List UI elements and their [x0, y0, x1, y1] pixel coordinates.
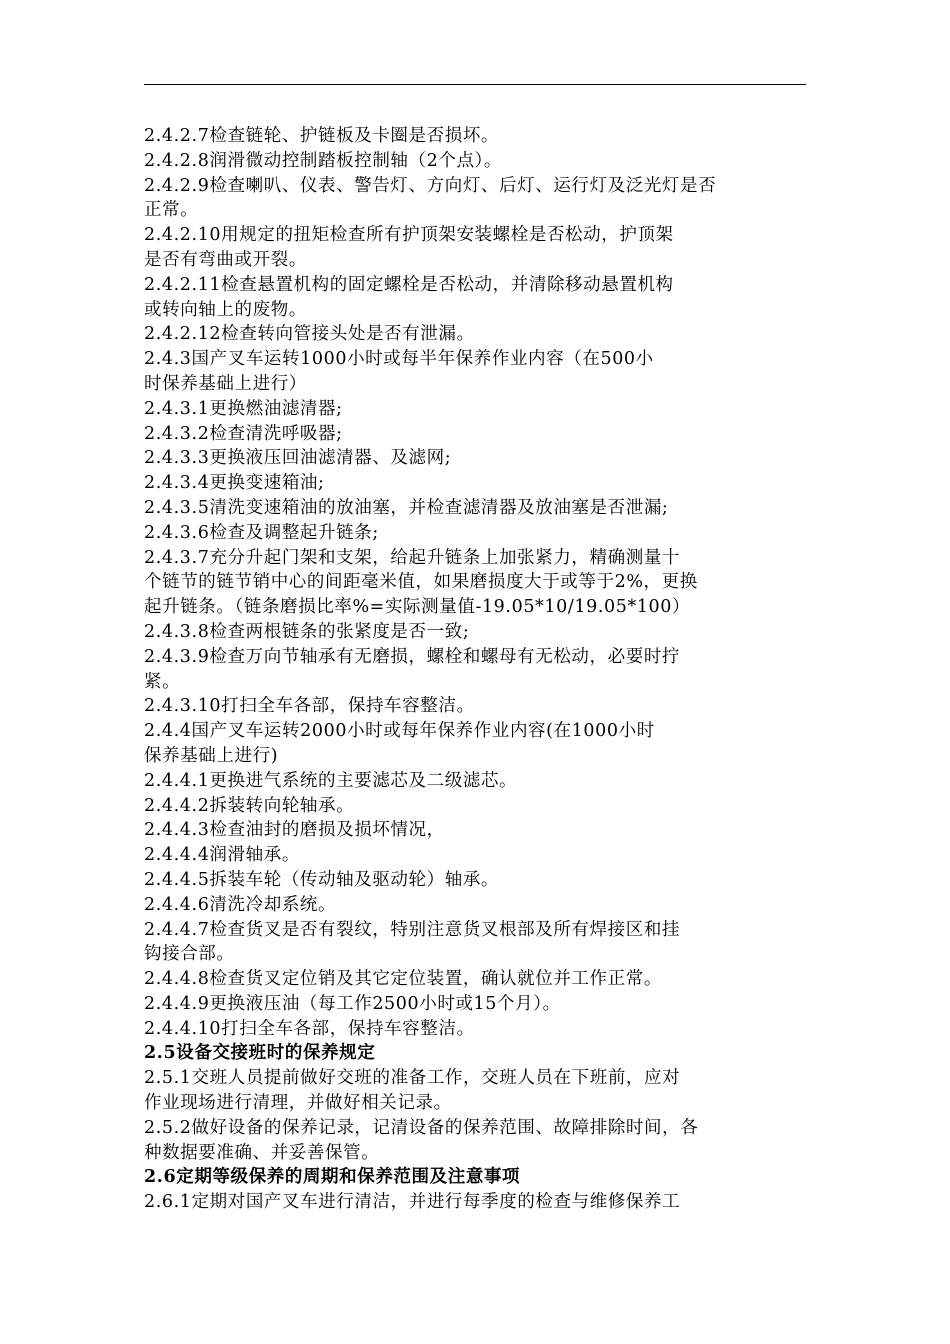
- text-line: 2.4.4.7检查货叉是否有裂纹，特别注意货叉根部及所有焊接区和挂: [144, 919, 681, 940]
- text-line: 2.4.2.8润滑微动控制踏板控制轴（2个点）。: [144, 150, 503, 171]
- text-line: 2.4.4.9更换液压油（每工作2500小时或15个月）。: [144, 993, 561, 1014]
- text-line: 是否有弯曲或开裂。: [144, 249, 307, 270]
- text-line: 2.4.4.8检查货叉定位销及其它定位装置，确认就位并工作正常。: [144, 969, 662, 990]
- text-line: 2.6.1定期对国产叉车进行清洁，并进行每季度的检查与维修保养工: [144, 1192, 681, 1213]
- text-line: 2.4.3.4更换变速箱油;: [144, 473, 325, 494]
- text-line: 个链节的链节销中心的间距毫米值，如果磨损度大于或等于2%，更换: [144, 572, 698, 593]
- text-line: 2.4.2.9检查喇叭、仪表、警告灯、方向灯、后灯、运行灯及泛光灯是否: [144, 175, 717, 196]
- text-line: 作业现场进行清理，并做好相关记录。: [144, 1093, 452, 1114]
- text-line: 2.4.3国产叉车运转1000小时或每半年保养作业内容（在500小: [144, 349, 654, 370]
- text-line: 时保养基础上进行）: [144, 373, 307, 394]
- text-line: 或转向轴上的废物。: [144, 299, 307, 320]
- text-line: 2.4.3.1更换燃油滤清器;: [144, 398, 343, 419]
- section-heading: 2.6定期等级保养的周期和保养范围及注意事项: [144, 1167, 521, 1188]
- document-body: [144, 124, 810, 1215]
- text-line: 2.4.3.5清洗变速箱油的放油塞，并检查滤清器及放油塞是否泄漏;: [144, 497, 669, 518]
- text-line: 钩接合部。: [144, 944, 235, 965]
- text-line: 2.4.4.10打扫全车各部，保持车容整洁。: [144, 1018, 475, 1039]
- text-line: 2.5.2做好设备的保养记录，记清设备的保养范围、故障排除时间，各: [144, 1117, 699, 1138]
- text-line: 2.4.2.12检查转向管接头处是否有泄漏。: [144, 324, 475, 345]
- text-line: 2.4.4.5拆装车轮（传动轴及驱动轮）轴承。: [144, 869, 500, 890]
- text-line: 2.4.3.9检查万向节轴承有无磨损，螺栓和螺母有无松动，必要时拧: [144, 646, 681, 667]
- text-line: 正常。: [144, 200, 199, 221]
- text-line: 2.4.3.2检查清洗呼吸器;: [144, 423, 343, 444]
- text-line: 2.4.2.10用规定的扭矩检查所有护顶架安装螺栓是否松动，护顶架: [144, 225, 674, 246]
- text-line: 2.4.4.4润滑轴承。: [144, 845, 300, 866]
- header-rule: [144, 84, 806, 85]
- text-line: 2.4.3.10打扫全车各部，保持车容整洁。: [144, 696, 475, 717]
- text-line: 2.4.3.3更换液压回油滤清器、及滤网;: [144, 448, 452, 469]
- text-line: 2.4.4.1更换进气系统的主要滤芯及二级滤芯。: [144, 770, 518, 791]
- text-line: 2.4.4.3检查油封的磨损及损坏情况，: [144, 820, 445, 841]
- text-line: 2.4.3.6检查及调整起升链条;: [144, 522, 379, 543]
- section-heading: 2.5设备交接班时的保养规定: [144, 1043, 376, 1064]
- text-line: 2.4.2.7检查链轮、护链板及卡圈是否损坏。: [144, 126, 500, 146]
- text-line: 2.4.4.6清洗冷却系统。: [144, 894, 337, 915]
- text-line: 种数据要准确、并妥善保管。: [144, 1142, 380, 1163]
- text-line: 保养基础上进行): [144, 745, 279, 766]
- text-line: 起升链条。（链条磨损比率%=实际测量值-19.05*10/19.05*100）: [144, 597, 691, 618]
- text-line: 2.5.1交班人员提前做好交班的准备工作，交班人员在下班前，应对: [144, 1068, 681, 1089]
- text-line: 紧。: [144, 671, 181, 692]
- text-line: 2.4.2.11检查悬置机构的固定螺栓是否松动，并清除移动悬置机构: [144, 274, 674, 295]
- text-line: 2.4.4.2拆装转向轮轴承。: [144, 795, 355, 816]
- text-line: 2.4.3.7充分升起门架和支架，给起升链条上加张紧力，精确测量十: [144, 547, 681, 568]
- text-line: 2.4.3.8检查两根链条的张紧度是否一致;: [144, 621, 470, 642]
- text-line: 2.4.4国产叉车运转2000小时或每年保养作业内容(在1000小时: [144, 721, 655, 742]
